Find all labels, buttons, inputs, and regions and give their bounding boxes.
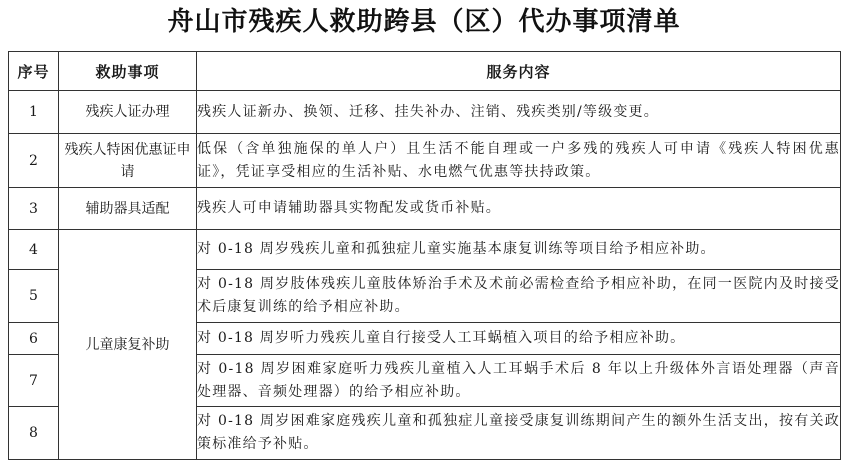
row-number: 6 [9, 323, 59, 355]
row-content: 低保（含单独施保的单人户）且生活不能自理或一户多残的残疾人可申请《残疾人特困优惠证》，凭证享受相应的生活补贴、水电燃气优惠等扶持政策。 [197, 134, 841, 188]
row-number: 8 [9, 407, 59, 460]
row-number: 7 [9, 355, 59, 407]
table-row [9, 91, 841, 134]
row-item: 辅助器具适配 [59, 188, 197, 230]
header-relief-item: 救助事项 [59, 52, 197, 91]
header-service-content: 服务内容 [197, 52, 841, 91]
header-serial-number: 序号 [9, 52, 59, 91]
row-content: 对 0-18 周岁残疾儿童和孤独症儿童实施基本康复训练等项目给予相应补助。 [197, 230, 841, 270]
table-header-row [9, 52, 841, 91]
row-number: 2 [9, 134, 59, 188]
row-content: 对 0-18 周岁肢体残疾儿童肢体矫治手术及术前必需检查给予相应补助，在同一医院内及时接受术后康复训练的给予相应补助。 [197, 270, 841, 323]
row-item-merged: 儿童康复补助 [59, 230, 197, 460]
row-number: 1 [9, 91, 59, 134]
row-content: 残疾人证新办、换领、迁移、挂失补办、注销、残疾类别/等级变更。 [197, 91, 841, 134]
row-number: 4 [9, 230, 59, 270]
table-row [9, 188, 841, 230]
document-title: 舟山市残疾人救助跨县（区）代办事项清单 [167, 7, 681, 37]
table-row [9, 230, 841, 270]
row-item: 残疾人证办理 [59, 91, 197, 134]
row-content: 对 0-18 周岁困难家庭残疾儿童和孤独症儿童接受康复训练期间产生的额外生活支出，按有关政策标准给予补贴。 [197, 407, 841, 460]
row-content: 残疾人可申请辅助器具实物配发或货币补贴。 [197, 188, 841, 230]
row-content: 对 0-18 周岁困难家庭听力残疾儿童植入人工耳蜗手术后 8 年以上升级体外言语处理器（声音处理器、音频处理器）的给予相应补助。 [197, 355, 841, 407]
row-number: 5 [9, 270, 59, 323]
table-row [9, 134, 841, 188]
service-table [8, 51, 841, 460]
row-number: 3 [9, 188, 59, 230]
row-content: 对 0-18 周岁听力残疾儿童自行接受人工耳蜗植入项目的给予相应补助。 [197, 323, 841, 355]
row-item: 残疾人特困优惠证申请 [59, 134, 197, 188]
